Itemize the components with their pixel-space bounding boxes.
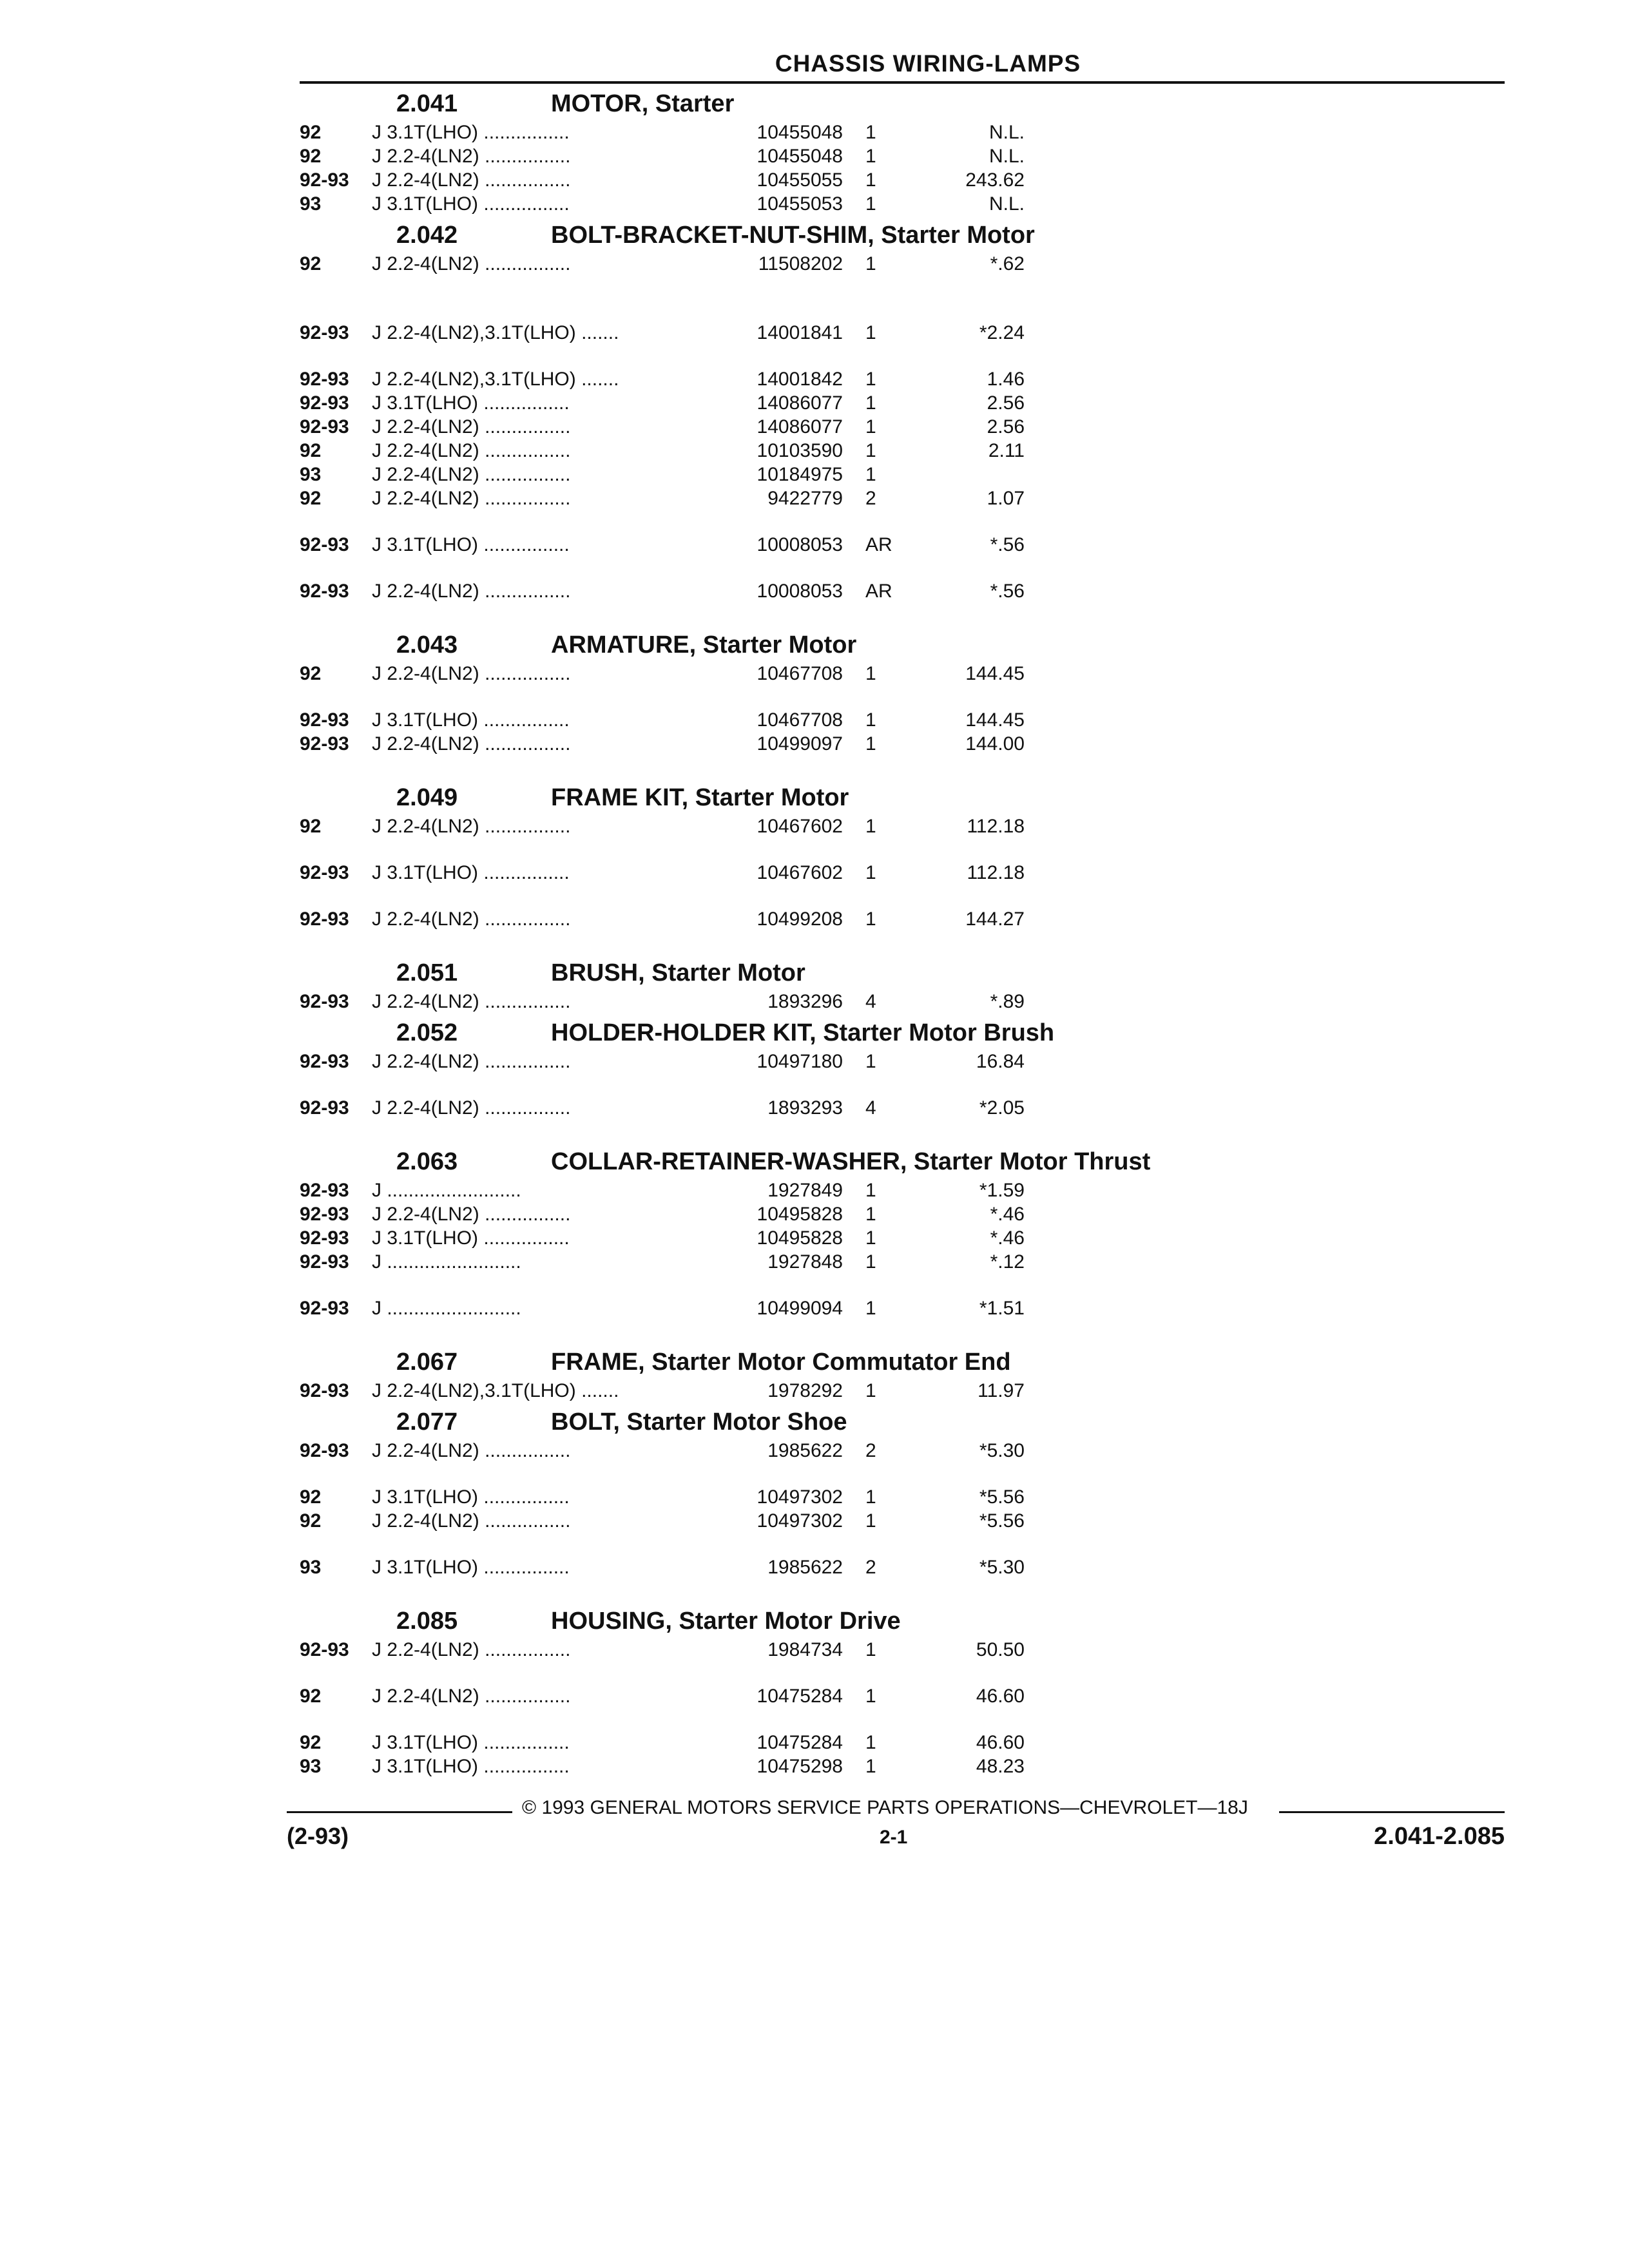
- part-row: [300, 1510, 1505, 1555]
- application: J 3.1T(LHO) ................: [372, 1732, 570, 1753]
- quantity: 1: [865, 193, 876, 215]
- price: *.89: [990, 991, 1025, 1012]
- price: 112.18: [967, 862, 1025, 883]
- price: N.L.: [988, 122, 1025, 143]
- application: J 2.2-4(LN2) ................: [372, 991, 571, 1012]
- part-row: [300, 1556, 1505, 1601]
- price: *.46: [990, 1227, 1025, 1249]
- section-title: BOLT-BRACKET-NUT-SHIM, Starter Motor: [551, 222, 1035, 249]
- application: J 2.2-4(LN2) ................: [372, 416, 571, 437]
- model-year: 92-93: [300, 169, 349, 191]
- price: *5.30: [979, 1440, 1025, 1461]
- part-row: [300, 662, 1505, 707]
- section-number: 2.049: [396, 784, 458, 811]
- part-row: [300, 392, 1505, 414]
- price: *.56: [990, 534, 1025, 555]
- part-number: 11508202: [758, 253, 843, 274]
- catalog-section: [300, 1148, 1505, 1342]
- price: *2.24: [979, 322, 1025, 343]
- part-row: [300, 1251, 1505, 1296]
- quantity: 1: [865, 1204, 876, 1225]
- quantity: 1: [865, 908, 876, 930]
- quantity: 1: [865, 1510, 876, 1532]
- application: J 3.1T(LHO) ................: [372, 1756, 570, 1777]
- quantity: 1: [865, 322, 876, 343]
- model-year: 92-93: [300, 733, 349, 754]
- footer-page-number: 2-1: [880, 1827, 908, 1848]
- model-year: 92-93: [300, 1204, 349, 1225]
- footer-rule-left: [287, 1811, 512, 1813]
- model-year: 92: [300, 1510, 322, 1532]
- application: J 3.1T(LHO) ................: [372, 534, 570, 555]
- application: J 2.2-4(LN2) ................: [372, 464, 571, 485]
- application: J .........................: [372, 1298, 521, 1319]
- price: 16.84: [976, 1051, 1025, 1072]
- part-number: 10467602: [757, 862, 843, 883]
- part-number: 10467708: [757, 663, 843, 684]
- part-row: [300, 121, 1505, 144]
- footer-section-range: 2.041-2.085: [1374, 1823, 1505, 1850]
- model-year: 93: [300, 1557, 322, 1578]
- quantity: 1: [865, 862, 876, 883]
- price: 48.23: [976, 1756, 1025, 1777]
- section-title: ARMATURE, Starter Motor: [551, 631, 857, 658]
- quantity: AR: [865, 581, 892, 602]
- parts-catalog-page: [287, 50, 1505, 1855]
- part-number: 10475298: [757, 1756, 843, 1777]
- part-number: 10467602: [757, 816, 843, 837]
- price: *1.51: [979, 1298, 1025, 1319]
- section-title: FRAME KIT, Starter Motor: [551, 784, 849, 811]
- part-row: [300, 990, 1505, 1013]
- price: 2.11: [988, 440, 1025, 461]
- model-year: 92: [300, 1686, 322, 1707]
- part-number: 14086077: [757, 416, 843, 437]
- model-year: 92-93: [300, 1097, 349, 1119]
- application: J 2.2-4(LN2),3.1T(LHO) .......: [372, 369, 619, 390]
- application: J 2.2-4(LN2) ................: [372, 816, 571, 837]
- part-number: 10455055: [757, 169, 843, 191]
- part-row: [300, 253, 1505, 320]
- model-year: 93: [300, 1756, 322, 1777]
- catalog-section: [300, 1608, 1505, 1778]
- catalog-section: [300, 784, 1505, 953]
- price: 11.97: [978, 1380, 1025, 1401]
- quantity: 1: [865, 663, 876, 684]
- part-row: [300, 580, 1505, 625]
- model-year: 92-93: [300, 369, 349, 390]
- catalog-section: [300, 1408, 1505, 1601]
- section-number: 2.077: [396, 1408, 458, 1436]
- application: J 2.2-4(LN2) ................: [372, 908, 571, 930]
- part-row: [300, 169, 1505, 191]
- part-number: 10497302: [757, 1510, 843, 1532]
- part-number: 10467708: [757, 709, 843, 731]
- application: J 2.2-4(LN2) ................: [372, 733, 571, 754]
- part-row: [300, 1731, 1505, 1754]
- part-row: [300, 1097, 1505, 1142]
- model-year: 92: [300, 122, 322, 143]
- model-year: 92: [300, 146, 322, 167]
- price: 1.46: [987, 369, 1025, 390]
- application: J 2.2-4(LN2) ................: [372, 1204, 571, 1225]
- model-year: 92-93: [300, 392, 349, 414]
- price: N.L.: [988, 146, 1025, 167]
- price: 144.00: [965, 733, 1025, 754]
- application: J 2.2-4(LN2) ................: [372, 1440, 571, 1461]
- quantity: 1: [865, 1227, 876, 1249]
- section-number: 2.042: [396, 222, 458, 249]
- part-number: 10008053: [757, 534, 843, 555]
- application: J 3.1T(LHO) ................: [372, 392, 570, 414]
- price: *.12: [990, 1251, 1025, 1273]
- section-heading: [300, 784, 1505, 815]
- quantity: 1: [865, 464, 876, 485]
- part-row: [300, 1203, 1505, 1225]
- part-row: [300, 533, 1505, 579]
- model-year: 92: [300, 1486, 322, 1508]
- part-number: 10499208: [757, 908, 843, 930]
- price: *5.56: [979, 1486, 1025, 1508]
- section-heading: [300, 90, 1505, 121]
- part-row: [300, 709, 1505, 731]
- part-number: 10499094: [757, 1298, 843, 1319]
- price: 144.27: [965, 908, 1025, 930]
- part-number: 10184975: [757, 464, 843, 485]
- model-year: 92-93: [300, 1051, 349, 1072]
- section-heading: [300, 1408, 1505, 1439]
- model-year: 92: [300, 816, 322, 837]
- section-title: HOLDER-HOLDER KIT, Starter Motor Brush: [551, 1019, 1055, 1046]
- part-row: [300, 1685, 1505, 1730]
- quantity: 1: [865, 440, 876, 461]
- price: 112.18: [967, 816, 1025, 837]
- quantity: 1: [865, 253, 876, 274]
- application: J 2.2-4(LN2) ................: [372, 581, 571, 602]
- part-row: [300, 439, 1505, 462]
- part-number: 14086077: [757, 392, 843, 414]
- quantity: 1: [865, 816, 876, 837]
- application: J 2.2-4(LN2) ................: [372, 663, 571, 684]
- catalog-section: [300, 90, 1505, 215]
- footer-rule-row: [300, 1797, 1505, 1823]
- model-year: 92-93: [300, 322, 349, 343]
- application: J 3.1T(LHO) ................: [372, 1486, 570, 1508]
- quantity: 1: [865, 1051, 876, 1072]
- price: 144.45: [965, 663, 1025, 684]
- section-title: BOLT, Starter Motor Shoe: [551, 1408, 847, 1436]
- section-title: MOTOR, Starter: [551, 90, 735, 117]
- quantity: 2: [865, 488, 876, 509]
- section-number: 2.063: [396, 1148, 458, 1175]
- model-year: 93: [300, 193, 322, 215]
- application: J 3.1T(LHO) ................: [372, 122, 570, 143]
- model-year: 92: [300, 1732, 322, 1753]
- section-heading: [300, 1019, 1505, 1050]
- part-row: [300, 1050, 1505, 1095]
- part-row: [300, 368, 1505, 390]
- section-number: 2.041: [396, 90, 458, 117]
- application: J 3.1T(LHO) ................: [372, 862, 570, 883]
- sections-container: [300, 90, 1505, 1778]
- quantity: 1: [865, 1686, 876, 1707]
- footer-rule-right: [1279, 1811, 1505, 1813]
- catalog-section: [300, 959, 1505, 1013]
- application: J 3.1T(LHO) ................: [372, 1557, 570, 1578]
- part-number: 1927849: [767, 1180, 843, 1201]
- part-number: 1893293: [767, 1097, 843, 1119]
- part-row: [300, 193, 1505, 215]
- price: 144.45: [965, 709, 1025, 731]
- part-row: [300, 1297, 1505, 1342]
- model-year: 92-93: [300, 1380, 349, 1401]
- quantity: 4: [865, 1097, 876, 1119]
- section-number: 2.052: [396, 1019, 458, 1046]
- catalog-section: [300, 1349, 1505, 1402]
- part-number: 10499097: [757, 733, 843, 754]
- price: 2.56: [987, 416, 1025, 437]
- price: 46.60: [976, 1686, 1025, 1707]
- quantity: 2: [865, 1557, 876, 1578]
- part-row: [300, 1179, 1505, 1202]
- price: *2.05: [979, 1097, 1025, 1119]
- price: N.L.: [988, 193, 1025, 215]
- model-year: 92-93: [300, 1180, 349, 1201]
- application: J 2.2-4(LN2) ................: [372, 440, 571, 461]
- header-rule: [300, 81, 1505, 84]
- model-year: 92-93: [300, 908, 349, 930]
- section-title: FRAME, Starter Motor Commutator End: [551, 1349, 1011, 1376]
- quantity: 1: [865, 1756, 876, 1777]
- part-number: 1927848: [767, 1251, 843, 1273]
- section-title: BRUSH, Starter Motor: [551, 959, 805, 986]
- section-number: 2.067: [396, 1349, 458, 1376]
- part-number: 10497302: [757, 1486, 843, 1508]
- part-row: [300, 1486, 1505, 1508]
- part-number: 10495828: [757, 1204, 843, 1225]
- model-year: 92-93: [300, 1227, 349, 1249]
- part-number: 9422779: [767, 488, 843, 509]
- section-heading: [300, 631, 1505, 662]
- quantity: 1: [865, 1639, 876, 1660]
- part-row: [300, 908, 1505, 953]
- part-row: [300, 145, 1505, 168]
- section-number: 2.043: [396, 631, 458, 658]
- model-year: 92-93: [300, 1298, 349, 1319]
- model-year: 92-93: [300, 1251, 349, 1273]
- catalog-section: [300, 631, 1505, 778]
- section-heading: [300, 222, 1505, 253]
- model-year: 92-93: [300, 1639, 349, 1660]
- application: J 2.2-4(LN2) ................: [372, 1051, 571, 1072]
- quantity: 1: [865, 1380, 876, 1401]
- model-year: 92: [300, 488, 322, 509]
- application: J 3.1T(LHO) ................: [372, 709, 570, 731]
- quantity: 1: [865, 1251, 876, 1273]
- model-year: 92: [300, 440, 322, 461]
- quantity: 1: [865, 392, 876, 414]
- application: J 2.2-4(LN2) ................: [372, 169, 571, 191]
- price: 50.50: [976, 1639, 1025, 1660]
- price: 46.60: [976, 1732, 1025, 1753]
- part-row: [300, 463, 1505, 486]
- part-row: [300, 1639, 1505, 1684]
- model-year: 92: [300, 253, 322, 274]
- part-number: 10455048: [757, 122, 843, 143]
- catalog-section: [300, 222, 1505, 625]
- price: *1.59: [979, 1180, 1025, 1201]
- price: 2.56: [987, 392, 1025, 414]
- application: J 2.2-4(LN2),3.1T(LHO) .......: [372, 1380, 619, 1401]
- part-number: 14001842: [757, 369, 843, 390]
- section-heading: [300, 1148, 1505, 1179]
- part-number: 1985622: [767, 1557, 843, 1578]
- price: *.56: [990, 581, 1025, 602]
- application: J 2.2-4(LN2) ................: [372, 146, 571, 167]
- quantity: 1: [865, 146, 876, 167]
- footer: [287, 1823, 1505, 1855]
- model-year: 92-93: [300, 862, 349, 883]
- part-number: 14001841: [757, 322, 843, 343]
- part-row: [300, 733, 1505, 778]
- part-number: 10103590: [757, 440, 843, 461]
- section-number: 2.085: [396, 1608, 458, 1635]
- application: J .........................: [372, 1251, 521, 1273]
- quantity: 1: [865, 733, 876, 754]
- model-year: 92-93: [300, 416, 349, 437]
- price: *.62: [990, 253, 1025, 274]
- model-year: 92-93: [300, 581, 349, 602]
- part-row: [300, 1755, 1505, 1778]
- application: J 3.1T(LHO) ................: [372, 193, 570, 215]
- section-heading: [300, 1349, 1505, 1379]
- quantity: 1: [865, 1486, 876, 1508]
- part-number: 10475284: [757, 1732, 843, 1753]
- part-number: 1893296: [767, 991, 843, 1012]
- quantity: 1: [865, 1180, 876, 1201]
- quantity: 1: [865, 416, 876, 437]
- model-year: 92: [300, 663, 322, 684]
- application: J 2.2-4(LN2) ................: [372, 253, 571, 274]
- section-heading: [300, 1608, 1505, 1639]
- section-number: 2.051: [396, 959, 458, 986]
- quantity: 1: [865, 709, 876, 731]
- page-header-title: CHASSIS WIRING-LAMPS: [775, 50, 1081, 77]
- part-number: 10497180: [757, 1051, 843, 1072]
- part-number: 1985622: [767, 1440, 843, 1461]
- application: J .........................: [372, 1180, 521, 1201]
- application: J 2.2-4(LN2),3.1T(LHO) .......: [372, 322, 619, 343]
- application: J 2.2-4(LN2) ................: [372, 488, 571, 509]
- part-row: [300, 1439, 1505, 1485]
- part-row: [300, 815, 1505, 860]
- section-heading: [300, 959, 1505, 990]
- quantity: 1: [865, 1298, 876, 1319]
- part-row: [300, 1227, 1505, 1249]
- model-year: 92-93: [300, 709, 349, 731]
- quantity: 1: [865, 122, 876, 143]
- part-row: [300, 487, 1505, 532]
- section-title: COLLAR-RETAINER-WASHER, Starter Motor Thrust: [551, 1148, 1151, 1175]
- price: *.46: [990, 1204, 1025, 1225]
- application: J 2.2-4(LN2) ................: [372, 1686, 571, 1707]
- part-number: 10008053: [757, 581, 843, 602]
- section-title: HOUSING, Starter Motor Drive: [551, 1608, 901, 1635]
- footer-date: (2-93): [287, 1823, 349, 1849]
- part-number: 10475284: [757, 1686, 843, 1707]
- application: J 3.1T(LHO) ................: [372, 1227, 570, 1249]
- price: 243.62: [965, 169, 1025, 191]
- part-number: 1978292: [767, 1380, 843, 1401]
- quantity: 1: [865, 169, 876, 191]
- quantity: 1: [865, 369, 876, 390]
- quantity: 4: [865, 991, 876, 1012]
- quantity: 1: [865, 1732, 876, 1753]
- part-number: 10495828: [757, 1227, 843, 1249]
- catalog-section: [300, 1019, 1505, 1142]
- part-number: 10455053: [757, 193, 843, 215]
- model-year: 92-93: [300, 1440, 349, 1461]
- application: J 2.2-4(LN2) ................: [372, 1639, 571, 1660]
- part-number: 10455048: [757, 146, 843, 167]
- quantity: AR: [865, 534, 892, 555]
- application: J 2.2-4(LN2) ................: [372, 1510, 571, 1532]
- price: 1.07: [987, 488, 1025, 509]
- part-number: 1984734: [767, 1639, 843, 1660]
- part-row: [300, 1379, 1505, 1402]
- part-row: [300, 861, 1505, 907]
- price: *5.56: [979, 1510, 1025, 1532]
- footer-copyright: © 1993 GENERAL MOTORS SERVICE PARTS OPERATIONS—CHEVROLET—18J: [522, 1797, 1248, 1818]
- application: J 2.2-4(LN2) ................: [372, 1097, 571, 1119]
- model-year: 92-93: [300, 991, 349, 1012]
- model-year: 93: [300, 464, 322, 485]
- part-row: [300, 416, 1505, 438]
- model-year: 92-93: [300, 534, 349, 555]
- quantity: 2: [865, 1440, 876, 1461]
- price: *5.30: [979, 1557, 1025, 1578]
- part-row: [300, 322, 1505, 367]
